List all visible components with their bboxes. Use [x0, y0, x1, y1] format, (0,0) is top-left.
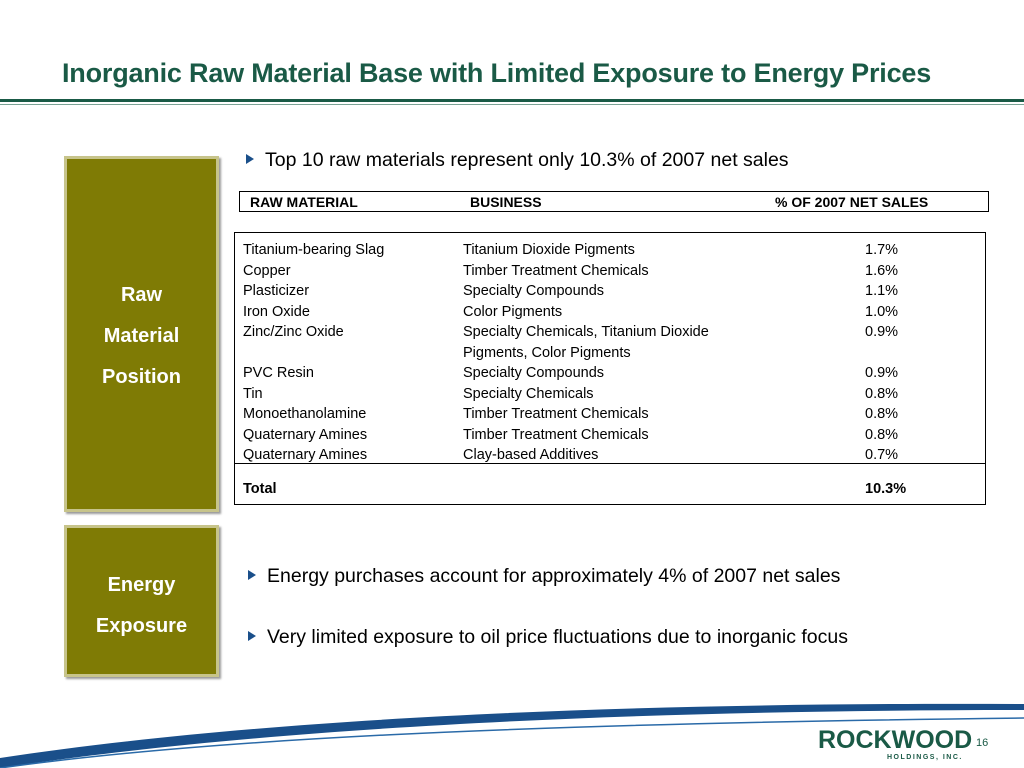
header-pct-net-sales: % OF 2007 NET SALES	[775, 194, 929, 210]
cell-pct: 1.7%	[865, 242, 899, 258]
raw-box-line: Position	[102, 366, 181, 388]
header-business: BUSINESS	[470, 194, 542, 210]
logo-wordmark: ROCKWOOD	[818, 726, 973, 754]
cell-material: Zinc/Zinc Oxide	[243, 324, 344, 340]
cell-business: Pigments, Color Pigments	[463, 344, 631, 361]
bullet-triangle-icon	[248, 631, 256, 641]
raw-material-position-box	[64, 156, 219, 512]
total-value: 10.3%	[865, 481, 907, 497]
cell-pct: 0.9%	[865, 365, 899, 381]
cell-business: Titanium Dioxide Pigments	[463, 242, 635, 258]
energy-bullet-text: Energy purchases account for approximately 4% of 2007 net sales	[267, 565, 841, 587]
cell-pct: 1.6%	[865, 262, 899, 279]
raw-materials-table	[234, 232, 986, 505]
cell-business: Timber Treatment Chemicals	[463, 406, 649, 422]
energy-exposure-box	[64, 525, 219, 677]
cell-material: PVC Resin	[243, 365, 314, 381]
energy-bullet-text: Very limited exposure to oil price fluctuations due to inorganic focus	[267, 626, 848, 648]
cell-material: Titanium-bearing Slag	[243, 242, 385, 258]
cell-business: Specialty Chemicals, Titanium Dioxide	[463, 324, 709, 340]
cell-business: Specialty Chemicals	[463, 385, 594, 402]
energy-box-line: Exposure	[95, 615, 188, 637]
table-header	[239, 191, 989, 212]
top-bullet-text: Top 10 raw materials represent only 10.3% of 2007 net sales	[265, 149, 789, 171]
rockwood-logo	[818, 726, 973, 761]
logo-subtitle: HOLDINGS, INC.	[887, 754, 963, 761]
raw-box-line: Raw	[120, 284, 163, 306]
cell-pct: 0.8%	[865, 406, 899, 422]
title-divider-thin	[0, 104, 1024, 105]
cell-pct: 0.8%	[865, 426, 899, 443]
header-raw-material: RAW MATERIAL	[250, 194, 358, 210]
cell-pct: 1.1%	[865, 283, 899, 299]
cell-business: Timber Treatment Chemicals	[463, 426, 649, 443]
page-number: 16	[976, 737, 989, 749]
cell-material: Tin	[243, 385, 263, 402]
energy-box-line: Energy	[107, 574, 176, 596]
top-bullet	[246, 149, 789, 172]
cell-business: Specialty Compounds	[463, 365, 605, 381]
cell-pct: 0.7%	[865, 447, 899, 463]
cell-business: Clay-based Additives	[463, 447, 599, 463]
cell-pct: 0.9%	[865, 324, 899, 340]
cell-material: Iron Oxide	[243, 303, 310, 320]
cell-pct: 0.8%	[865, 385, 899, 402]
cell-material: Plasticizer	[243, 283, 310, 299]
cell-business: Timber Treatment Chemicals	[463, 262, 649, 279]
total-label: Total	[243, 481, 277, 497]
cell-business: Color Pigments	[463, 303, 563, 320]
cell-material: Copper	[243, 262, 291, 279]
energy-bullet	[248, 565, 840, 588]
slide-title: Inorganic Raw Material Base with Limited Exposure to Energy Prices	[62, 58, 932, 88]
cell-material: Monoethanolamine	[243, 406, 367, 422]
bullet-triangle-icon	[246, 154, 254, 164]
title-divider	[0, 99, 1024, 102]
cell-business: Specialty Compounds	[463, 283, 605, 299]
cell-material: Quaternary Amines	[243, 447, 368, 463]
energy-bullet	[248, 626, 848, 649]
total-divider	[235, 463, 985, 464]
bullet-triangle-icon	[248, 570, 256, 580]
cell-material: Quaternary Amines	[243, 426, 368, 443]
raw-box-line: Material	[103, 325, 180, 347]
cell-pct: 1.0%	[865, 303, 899, 320]
